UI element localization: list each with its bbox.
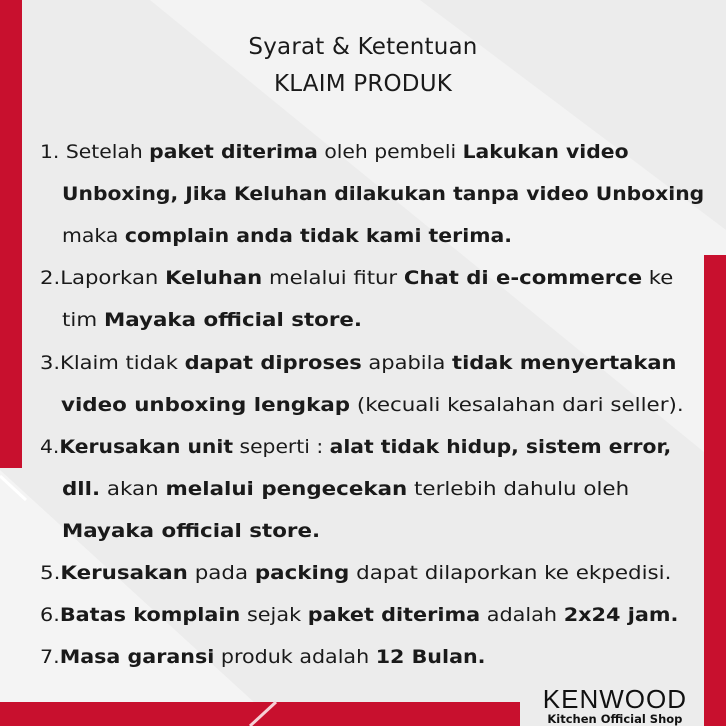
term-line <box>62 183 704 207</box>
term-text: 7. <box>40 647 60 668</box>
term-text-bold: Kerusakan <box>60 563 188 584</box>
term-text: produk adalah <box>214 647 376 668</box>
term-text: 3.Klaim tidak <box>40 353 185 374</box>
term-line <box>40 352 676 376</box>
logo-brand: KENWOOD <box>542 684 687 714</box>
term-line <box>62 520 320 544</box>
term-line <box>40 646 486 670</box>
term-text: melalui fitur <box>262 268 404 289</box>
term-text: oleh pembeli <box>317 142 463 163</box>
term-line <box>40 604 678 628</box>
term-text-bold: Mayaka official store. <box>62 521 321 542</box>
term-text-bold: paket diterima <box>149 142 318 163</box>
term-line <box>61 394 684 418</box>
term-text-bold: Mayaka official store. <box>103 310 363 331</box>
term-text: 6. <box>40 605 60 626</box>
term-text-bold: Batas komplain <box>59 605 241 626</box>
page-title: Syarat & Ketentuan <box>248 34 478 60</box>
term-text-bold: 2x24 jam. <box>563 605 679 626</box>
term-text-bold: tidak menyertakan <box>452 353 677 374</box>
term-text: adalah <box>480 605 564 626</box>
term-text: 2.Laporkan <box>40 268 166 289</box>
term-line <box>40 436 671 460</box>
term-text-bold: Masa garansi <box>59 647 215 668</box>
term-text-bold: paket diterima <box>307 605 481 626</box>
page-subtitle: KLAIM PRODUK <box>273 71 453 97</box>
term-text: terlebih dahulu oleh <box>407 479 630 500</box>
term-text: 4. <box>40 437 60 458</box>
term-text: akan <box>100 479 166 500</box>
term-text-bold: Chat di e-commerce <box>403 268 643 289</box>
term-text-bold: Kerusakan unit <box>59 437 234 458</box>
term-text-bold: complain anda tidak kami terima. <box>124 226 512 247</box>
term-text: 1. Setelah <box>40 142 150 163</box>
logo-tagline: Kitchen Official Shop <box>547 712 683 726</box>
term-text-bold: Keluhan <box>165 268 263 289</box>
term-line <box>62 225 512 249</box>
term-text: apabila <box>361 353 453 374</box>
term-text-bold: alat tidak hidup, sistem error, <box>329 437 672 458</box>
term-text: ke <box>642 268 674 289</box>
kenwood-logo <box>542 684 687 726</box>
red-stripe-bottom <box>0 702 520 726</box>
term-line <box>40 562 671 586</box>
term-text-bold: dll. <box>62 479 101 500</box>
term-text: pada <box>187 563 255 584</box>
term-line <box>40 141 629 165</box>
term-text: dapat dilaporkan ke ekpedisi. <box>349 563 672 584</box>
term-text: maka <box>62 226 125 247</box>
term-line <box>62 309 362 333</box>
term-line <box>40 267 673 291</box>
term-text-bold: video unboxing lengkap <box>61 395 351 416</box>
term-line <box>62 478 629 502</box>
term-text-bold: 12 Bulan. <box>375 647 486 668</box>
term-text: sejak <box>240 605 308 626</box>
term-text-bold: melalui pengecekan <box>165 479 408 500</box>
term-text-bold: Lakukan video <box>462 142 629 163</box>
term-text-bold: packing <box>254 563 350 584</box>
red-stripe-right <box>704 255 726 726</box>
term-text: (kecuali kesalahan dari seller). <box>350 395 684 416</box>
term-text: seperti : <box>233 437 330 458</box>
light-lower-band <box>0 470 280 726</box>
term-text-bold: Unboxing, Jika Keluhan dilakukan tanpa video Unboxing <box>62 184 705 205</box>
term-text: 5. <box>40 563 61 584</box>
term-text: tim <box>62 310 104 331</box>
term-text-bold: dapat diproses <box>184 353 362 374</box>
